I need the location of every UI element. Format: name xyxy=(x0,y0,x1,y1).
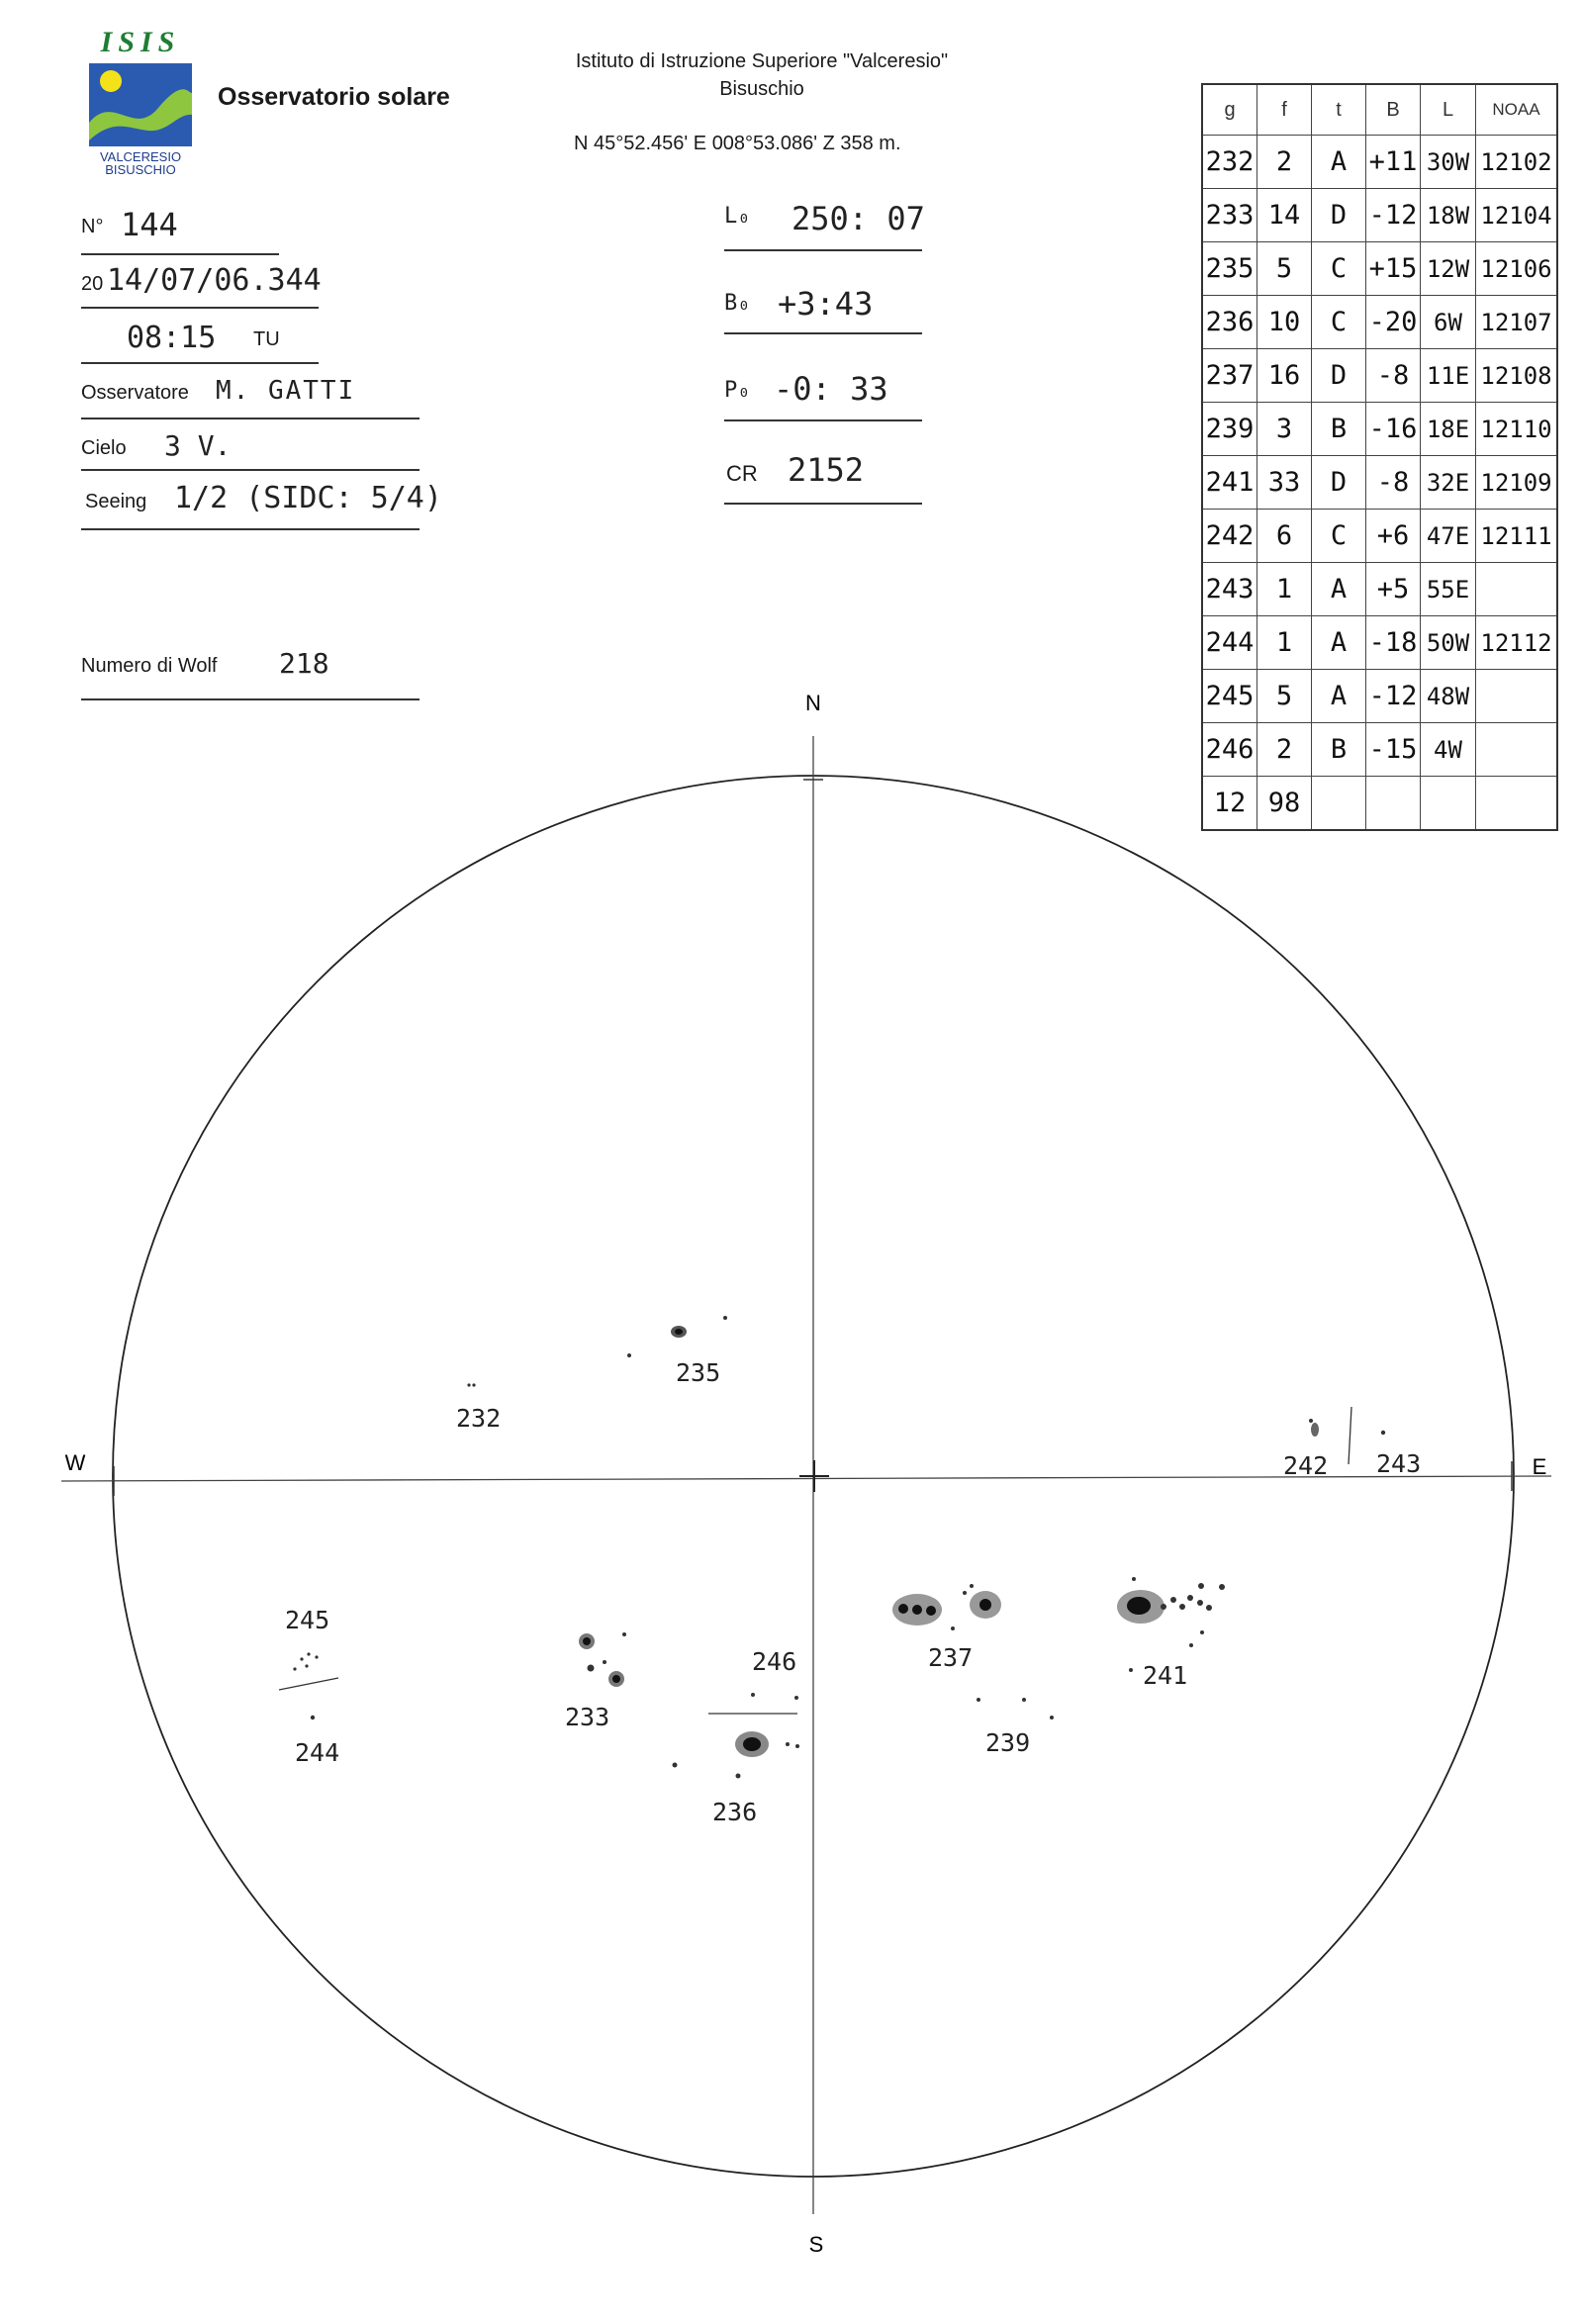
cell-longitude: 4W xyxy=(1421,723,1476,777)
spot-241-i xyxy=(1219,1584,1225,1590)
spot-233-d xyxy=(622,1632,626,1636)
header-g: g xyxy=(1202,84,1257,136)
cell-latitude: +5 xyxy=(1366,563,1421,616)
spot-237-f xyxy=(970,1584,974,1588)
spot-237-e xyxy=(963,1591,967,1595)
institute-line-2: Bisuschio xyxy=(719,78,804,100)
cell-longitude: 48W xyxy=(1421,670,1476,723)
time-value: 08:15 xyxy=(127,321,217,355)
cell-group: 233 xyxy=(1202,189,1257,242)
cell-spots: 33 xyxy=(1257,456,1312,510)
cell-group: 232 xyxy=(1202,136,1257,189)
cell-longitude: 50W xyxy=(1421,616,1476,670)
spot-245-e xyxy=(305,1664,308,1667)
south-label: S xyxy=(808,2232,824,2257)
cell-noaa: 12112 xyxy=(1476,616,1558,670)
date-prefix: 20 xyxy=(81,273,104,295)
logo-line-valceresio: VALCERESIO xyxy=(99,149,182,164)
cell-type: D xyxy=(1312,456,1366,510)
spot-244-a xyxy=(311,1716,315,1720)
cell-noaa: 12110 xyxy=(1476,403,1558,456)
cell-type: B xyxy=(1312,723,1366,777)
cell-group: 237 xyxy=(1202,349,1257,403)
cell-noaa: 12108 xyxy=(1476,349,1558,403)
cell-longitude: 6W xyxy=(1421,296,1476,349)
cell-latitude: -12 xyxy=(1366,189,1421,242)
header-noaa: NOAA xyxy=(1476,84,1558,136)
b0-value: +3:43 xyxy=(778,285,874,323)
spot-241-k xyxy=(1200,1630,1204,1634)
sunspot-marks xyxy=(279,1316,1385,1779)
cell-type: A xyxy=(1312,563,1366,616)
cell-spots: 1 xyxy=(1257,563,1312,616)
spot-241-b xyxy=(1161,1604,1166,1610)
wolf-label: Numero di Wolf xyxy=(81,655,218,677)
spot-233-c-core xyxy=(612,1675,620,1683)
observer-value: M. GATTI xyxy=(216,376,356,406)
cell-noaa: 12106 xyxy=(1476,242,1558,296)
cell-spots: 5 xyxy=(1257,670,1312,723)
cell-spots: 2 xyxy=(1257,723,1312,777)
cell-latitude: -8 xyxy=(1366,456,1421,510)
cell-longitude: 18E xyxy=(1421,403,1476,456)
spot-245-c xyxy=(307,1652,310,1655)
spot-242-b xyxy=(1309,1419,1313,1423)
header-l: L xyxy=(1421,84,1476,136)
spot-241-h xyxy=(1198,1583,1204,1589)
east-label: E xyxy=(1532,1454,1547,1479)
cell-longitude: 32E xyxy=(1421,456,1476,510)
cell-type: C xyxy=(1312,510,1366,563)
l0-label: L₀ xyxy=(724,204,751,229)
cell-noaa: 12102 xyxy=(1476,136,1558,189)
group-244-245-separator xyxy=(279,1678,338,1690)
p0-value: -0: 33 xyxy=(774,370,888,408)
spot-242-a xyxy=(1311,1423,1319,1437)
wolf-number-value: 218 xyxy=(279,647,329,680)
cell-noaa: 12107 xyxy=(1476,296,1558,349)
cell-latitude: -20 xyxy=(1366,296,1421,349)
cell-latitude: +6 xyxy=(1366,510,1421,563)
group-label-243: 243 xyxy=(1376,1449,1422,1478)
spot-241-umbra xyxy=(1127,1597,1151,1615)
spot-237-umbra-b xyxy=(912,1605,922,1615)
cell-group: 239 xyxy=(1202,403,1257,456)
cell-longitude: 12W xyxy=(1421,242,1476,296)
cell-latitude: +11 xyxy=(1366,136,1421,189)
group-label-245: 245 xyxy=(285,1606,330,1634)
logo-text: ISIS xyxy=(100,26,181,58)
spot-237-umbra-d xyxy=(979,1599,991,1611)
cell-noaa: 12104 xyxy=(1476,189,1558,242)
cell-latitude: -16 xyxy=(1366,403,1421,456)
cell-latitude: -18 xyxy=(1366,616,1421,670)
cell-group: 241 xyxy=(1202,456,1257,510)
cell-noaa: 12109 xyxy=(1476,456,1558,510)
observatory-coordinates: N 45°52.456' E 008°53.086' Z 358 m. xyxy=(574,133,901,154)
cell-spots: 2 xyxy=(1257,136,1312,189)
cell-type: C xyxy=(1312,296,1366,349)
west-label: W xyxy=(64,1450,86,1475)
sky-label: Cielo xyxy=(81,437,127,459)
cell-spots: 6 xyxy=(1257,510,1312,563)
cell-spots: 16 xyxy=(1257,349,1312,403)
spot-241-c xyxy=(1170,1597,1176,1603)
spot-233-e xyxy=(603,1660,606,1664)
spot-236-c xyxy=(795,1744,799,1748)
cell-group: 12 xyxy=(1202,777,1257,831)
spot-246-a xyxy=(751,1693,755,1697)
spot-233-b xyxy=(588,1665,595,1672)
spot-239-b xyxy=(1022,1698,1026,1702)
institute-line-1: Istituto di Istruzione Superiore "Valceresio" xyxy=(575,50,949,72)
cell-spots: 5 xyxy=(1257,242,1312,296)
cell-longitude: 30W xyxy=(1421,136,1476,189)
spot-241-j xyxy=(1132,1577,1136,1581)
cell-spots: 3 xyxy=(1257,403,1312,456)
spot-233-a-core xyxy=(583,1637,591,1645)
seeing-label: Seeing xyxy=(85,491,147,512)
spot-241-g xyxy=(1206,1605,1212,1611)
cell-spots: 98 xyxy=(1257,777,1312,831)
cell-longitude: 11E xyxy=(1421,349,1476,403)
spot-241-d xyxy=(1179,1604,1185,1610)
cell-spots: 14 xyxy=(1257,189,1312,242)
sky-value: 3 V. xyxy=(164,429,232,462)
spot-245-d xyxy=(315,1655,318,1658)
spot-239-c xyxy=(1050,1716,1054,1720)
cell-longitude: 47E xyxy=(1421,510,1476,563)
spot-236-umbra xyxy=(743,1737,761,1751)
cell-latitude: -15 xyxy=(1366,723,1421,777)
cell-noaa: 12111 xyxy=(1476,510,1558,563)
spot-235-c xyxy=(627,1353,631,1357)
cell-group: 243 xyxy=(1202,563,1257,616)
group-label-244: 244 xyxy=(295,1738,340,1767)
observatory-title: Osservatorio solare xyxy=(218,83,450,111)
cell-type: A xyxy=(1312,616,1366,670)
cell-spots: 1 xyxy=(1257,616,1312,670)
number-label: N° xyxy=(81,216,104,237)
cell-type: D xyxy=(1312,349,1366,403)
group-labels xyxy=(285,1358,1421,1826)
cell-longitude: 55E xyxy=(1421,563,1476,616)
group-label-236: 236 xyxy=(712,1798,758,1826)
header-f: f xyxy=(1257,84,1312,136)
cr-label: CR xyxy=(726,461,758,486)
logo-line-bisuschio: BISUSCHIO xyxy=(105,162,176,177)
spot-237-umbra-a xyxy=(898,1604,908,1614)
group-label-241: 241 xyxy=(1143,1661,1188,1690)
header-t: t xyxy=(1312,84,1366,136)
b0-label: B₀ xyxy=(724,291,751,316)
spot-241-m xyxy=(1129,1668,1133,1672)
cell-longitude: 18W xyxy=(1421,189,1476,242)
north-label: N xyxy=(805,691,821,715)
spot-236-d xyxy=(736,1774,741,1779)
spot-241-f xyxy=(1197,1600,1203,1606)
cell-type: A xyxy=(1312,670,1366,723)
time-suffix: TU xyxy=(253,328,280,350)
spot-235-core xyxy=(675,1329,683,1335)
seeing-value: 1/2 (SIDC: 5/4) xyxy=(174,481,442,515)
cell-group: 242 xyxy=(1202,510,1257,563)
number-value: 144 xyxy=(121,206,178,243)
cell-group: 246 xyxy=(1202,723,1257,777)
cell-latitude: +15 xyxy=(1366,242,1421,296)
spot-243-a xyxy=(1381,1431,1385,1435)
cell-type: C xyxy=(1312,242,1366,296)
spot-239-a xyxy=(977,1698,980,1702)
spot-246-b xyxy=(794,1696,798,1700)
cell-latitude: -8 xyxy=(1366,349,1421,403)
spot-241-l xyxy=(1189,1643,1193,1647)
cell-latitude: -12 xyxy=(1366,670,1421,723)
group-242-243-separator xyxy=(1349,1407,1351,1464)
p0-label: P₀ xyxy=(724,378,751,403)
cell-spots: 10 xyxy=(1257,296,1312,349)
cell-group: 245 xyxy=(1202,670,1257,723)
spot-245-b xyxy=(300,1657,303,1660)
spot-232-a xyxy=(467,1383,470,1386)
cell-group: 244 xyxy=(1202,616,1257,670)
cell-group: 236 xyxy=(1202,296,1257,349)
cr-value: 2152 xyxy=(788,451,865,489)
observer-label: Osservatore xyxy=(81,382,189,404)
spot-237-umbra-c xyxy=(926,1606,936,1616)
date-value: 14/07/06.344 xyxy=(107,263,322,298)
spot-236-e xyxy=(673,1763,678,1768)
group-label-242: 242 xyxy=(1283,1451,1329,1480)
spot-235-b xyxy=(723,1316,727,1320)
spot-232-b xyxy=(472,1383,475,1386)
group-label-235: 235 xyxy=(676,1358,721,1387)
spot-241-e xyxy=(1187,1595,1193,1601)
cell-type: D xyxy=(1312,189,1366,242)
group-label-232: 232 xyxy=(456,1404,502,1433)
spot-245-a xyxy=(293,1667,296,1670)
group-label-233: 233 xyxy=(565,1703,610,1731)
header-b: B xyxy=(1366,84,1421,136)
spot-237-g xyxy=(951,1627,955,1630)
cell-type: B xyxy=(1312,403,1366,456)
group-label-246: 246 xyxy=(752,1647,797,1676)
spot-236-b xyxy=(786,1742,790,1746)
cell-group: 235 xyxy=(1202,242,1257,296)
l0-value: 250: 07 xyxy=(792,200,925,237)
group-label-237: 237 xyxy=(928,1643,974,1672)
group-label-239: 239 xyxy=(985,1728,1031,1757)
cell-type: A xyxy=(1312,136,1366,189)
